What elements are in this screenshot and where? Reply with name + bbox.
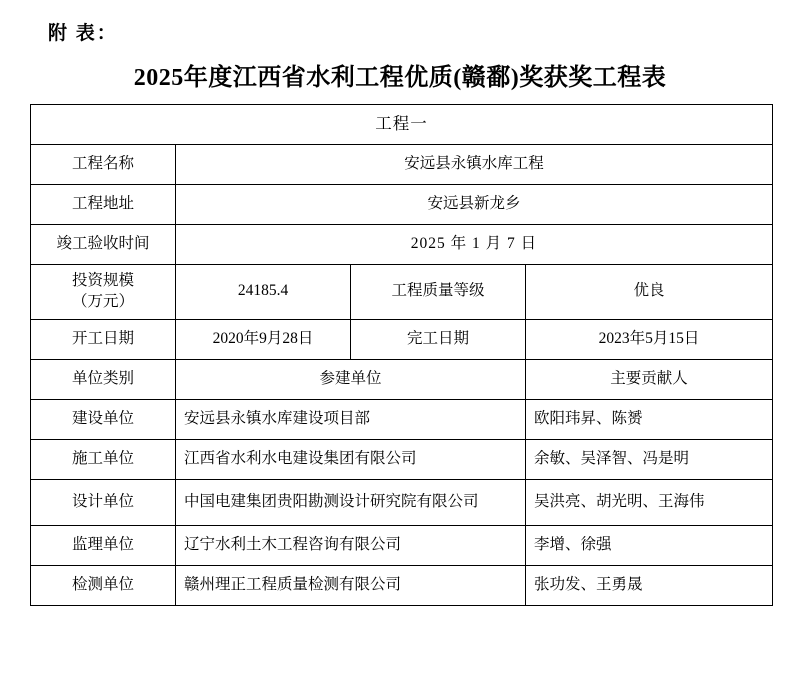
table-row <box>31 439 773 479</box>
quality-grade-value: 优良 <box>526 265 773 320</box>
project-name-label: 工程名称 <box>31 145 176 185</box>
unit-type-value: 建设单位 <box>31 399 176 439</box>
completion-acceptance-label: 竣工验收时间 <box>31 225 176 265</box>
investment-label-line1: 投资规模 <box>71 272 134 289</box>
unit-contributors-value: 吴洪亮、胡光明、王海伟 <box>526 479 773 525</box>
project-name-value: 安远县永镇水库工程 <box>176 145 773 185</box>
page-title: 2025年度江西省水利工程优质(赣鄱)奖获奖工程表 <box>133 65 667 91</box>
main-contributor-label: 主要贡献人 <box>526 359 773 399</box>
table-row-investment <box>31 265 773 320</box>
table-row-completion-acceptance <box>31 225 773 265</box>
table-row-group-header <box>31 105 773 145</box>
table-row <box>31 479 773 525</box>
unit-name-value: 江西省水利水电建设集团有限公司 <box>176 439 526 479</box>
group-header-cell: 工程一 <box>31 105 773 145</box>
participating-unit-label: 参建单位 <box>176 359 526 399</box>
table-row <box>31 399 773 439</box>
unit-contributors-value: 欧阳玮昇、陈赟 <box>526 399 773 439</box>
table-row <box>31 565 773 605</box>
finish-date-label: 完工日期 <box>351 319 526 359</box>
investment-value: 24185.4 <box>176 265 351 320</box>
investment-label <box>31 265 176 320</box>
table-row-dates <box>31 319 773 359</box>
table-row-project-address <box>31 185 773 225</box>
investment-label-line2: （万元） <box>71 292 134 310</box>
unit-contributors-value: 李增、徐强 <box>526 525 773 565</box>
unit-name-value: 赣州理正工程质量检测有限公司 <box>176 565 526 605</box>
table-row-unit-header <box>31 359 773 399</box>
unit-contributors-value: 张功发、王勇晟 <box>526 565 773 605</box>
attachment-label: 附 表： <box>48 23 118 44</box>
unit-type-value: 设计单位 <box>31 479 176 525</box>
unit-type-value: 施工单位 <box>31 439 176 479</box>
start-date-label: 开工日期 <box>31 319 176 359</box>
project-address-value: 安远县新龙乡 <box>176 185 773 225</box>
table-row-project-name <box>31 145 773 185</box>
award-project-table <box>30 104 773 606</box>
project-address-label: 工程地址 <box>31 185 176 225</box>
start-date-value: 2020年9月28日 <box>176 319 351 359</box>
unit-name-value: 辽宁水利土木工程咨询有限公司 <box>176 525 526 565</box>
unit-name-value: 中国电建集团贵阳勘测设计研究院有限公司 <box>176 479 526 525</box>
completion-acceptance-value: 2025 年 1 月 7 日 <box>176 225 773 265</box>
unit-type-value: 监理单位 <box>31 525 176 565</box>
unit-type-value: 检测单位 <box>31 565 176 605</box>
unit-name-value: 安远县永镇水库建设项目部 <box>176 399 526 439</box>
unit-contributors-value: 余敏、吴泽智、冯是明 <box>526 439 773 479</box>
unit-type-label: 单位类别 <box>31 359 176 399</box>
table-row <box>31 525 773 565</box>
finish-date-value: 2023年5月15日 <box>526 319 773 359</box>
quality-grade-label: 工程质量等级 <box>351 265 526 320</box>
